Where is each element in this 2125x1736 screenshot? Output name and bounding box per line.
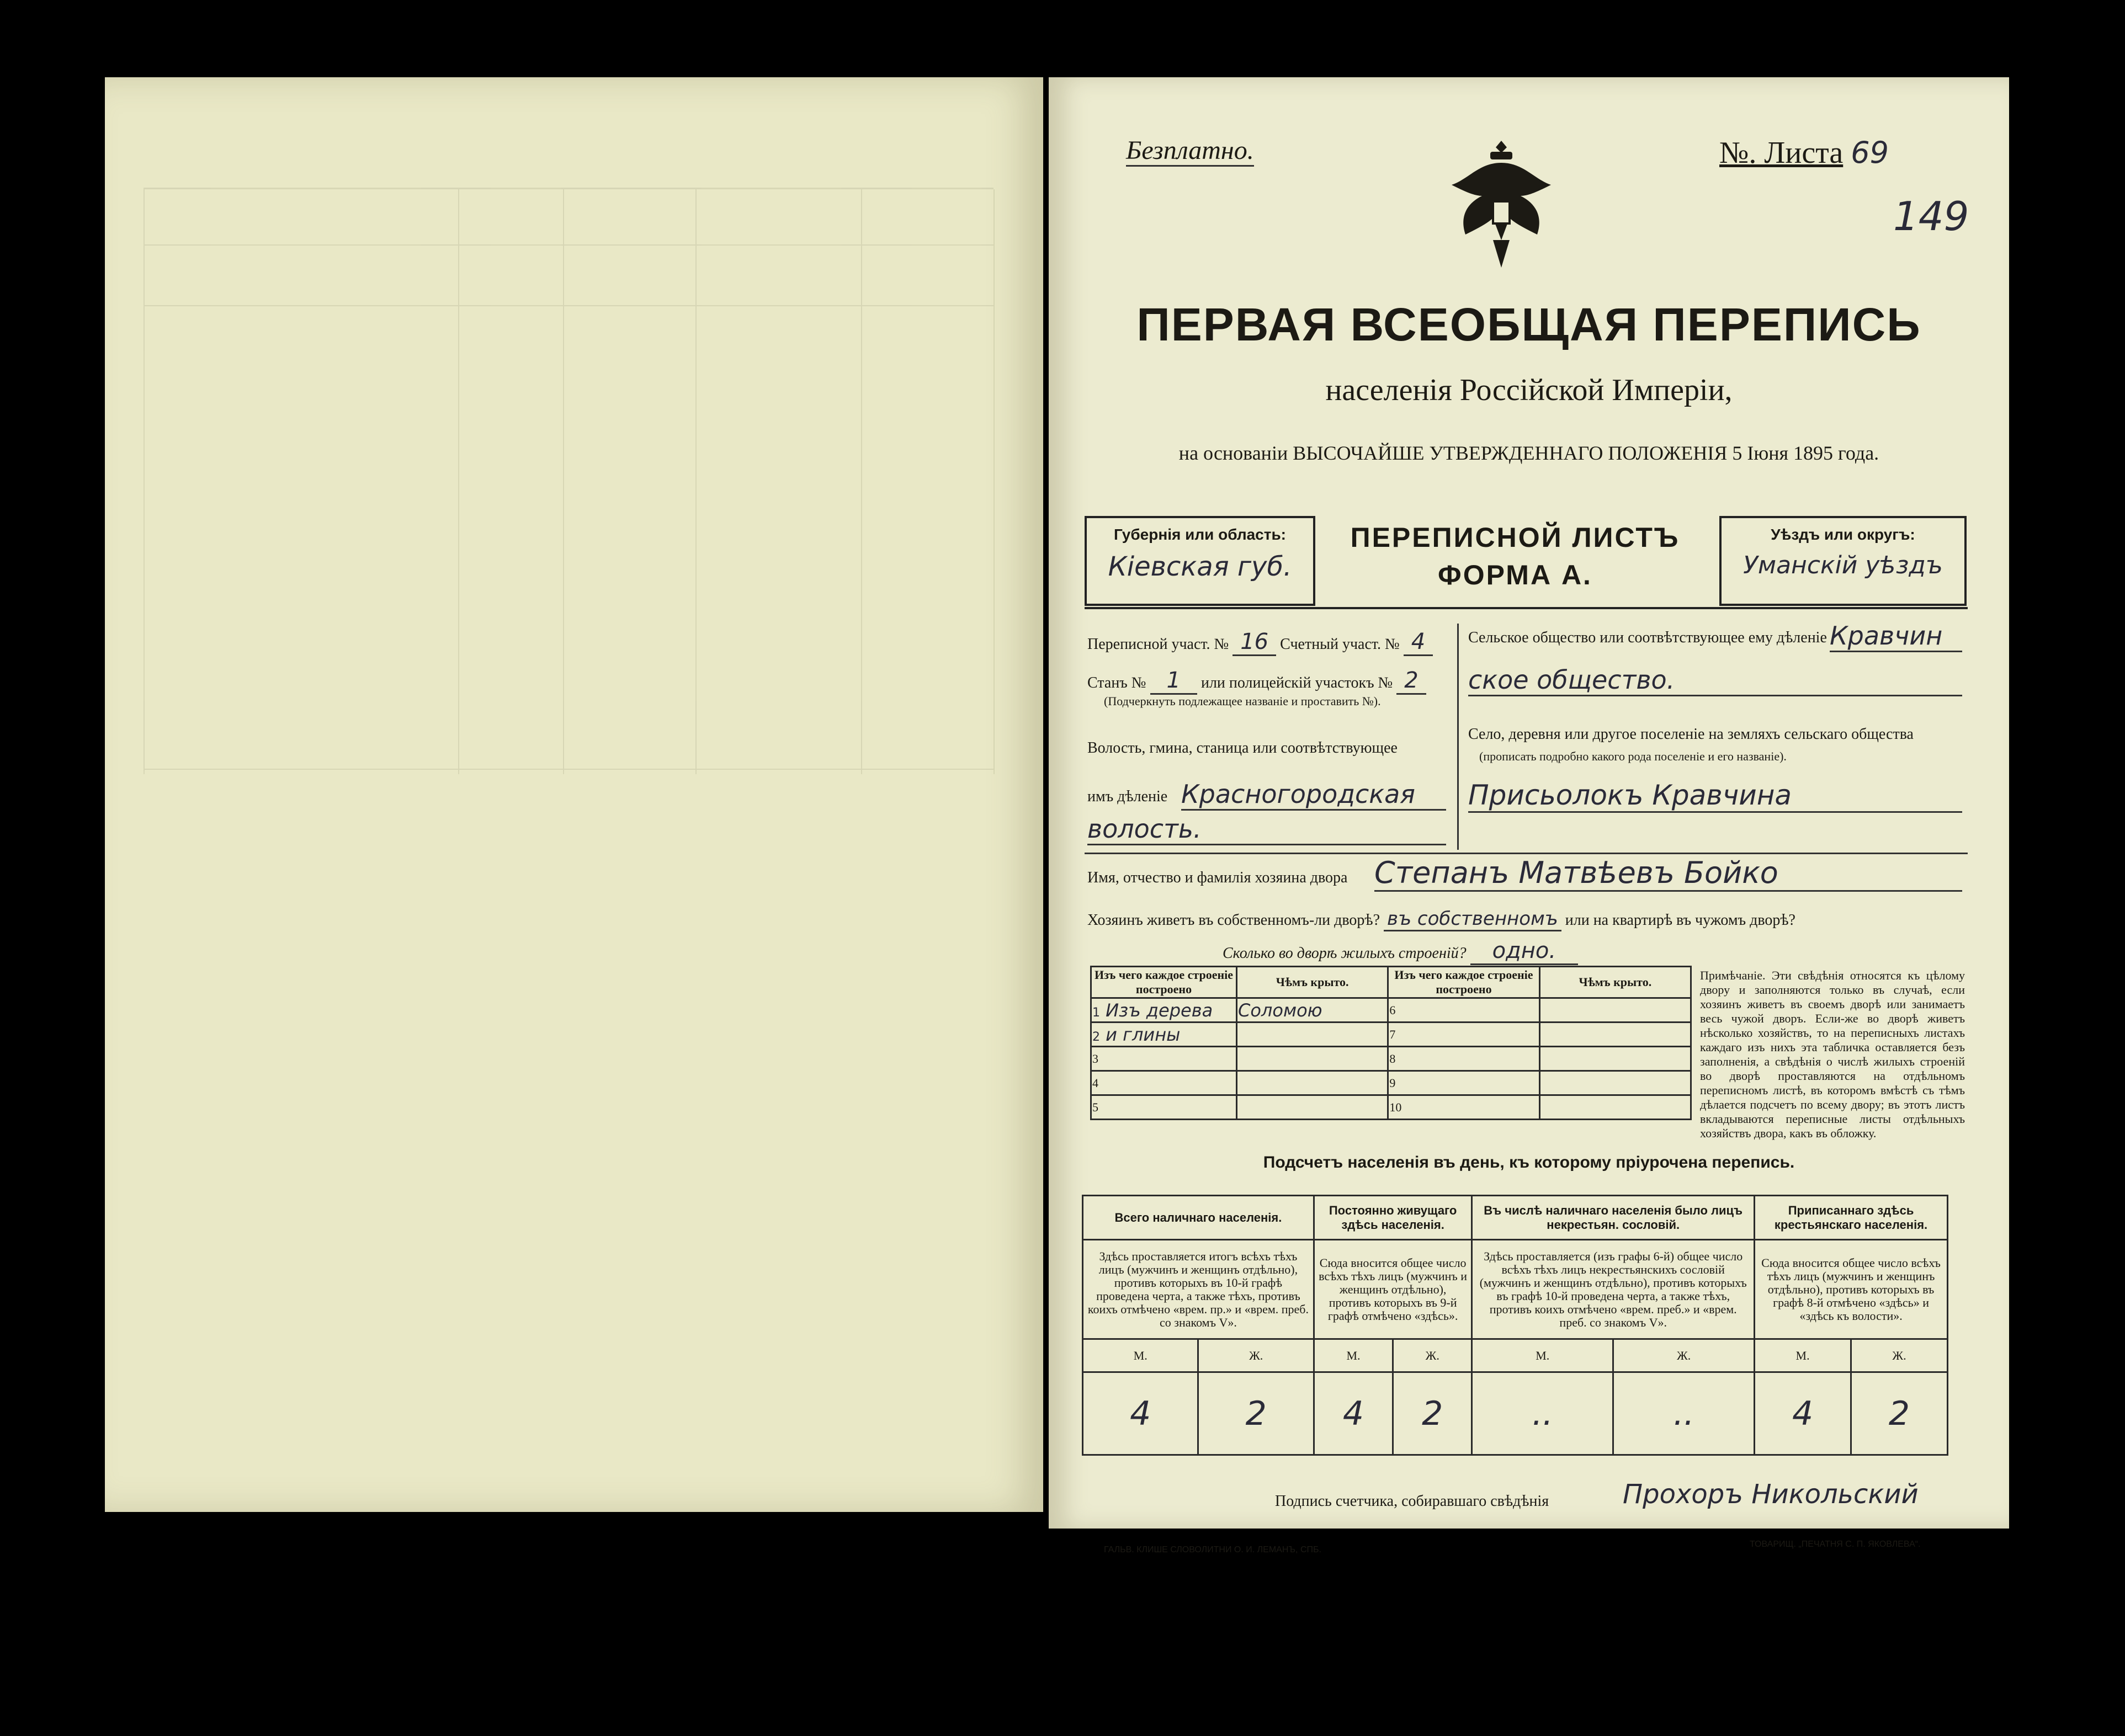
owner-value: Степанъ Матвѣевъ Бойко [1374,855,1962,892]
lives-line: Хозяинъ живетъ въ собственномъ-ли дворѣ? въ собственномъ или на квартирѣ въ чужомъ дворѣ? [1087,908,1965,930]
census-subtitle: населенія Россійской Имперіи, [1325,373,1733,407]
free-label: Безплатно. [1126,135,1254,166]
table-row: 4 9 [1091,1071,1691,1095]
buildings-line: Сколько во дворѣ жилыхъ строеній? одно. [1223,938,1578,963]
column-separator [1457,624,1459,850]
stan-line: Станъ № 1 или полицейскій участокъ № 2 [1087,668,1426,693]
table-row: 1 Изъ дерева Соломою 6 [1091,998,1691,1023]
society-value: Кравчин [1830,621,1962,652]
volost-value-2: волость. [1087,814,1446,845]
district-box: Уѣздъ или округъ: Уманскій уѣздъ [1719,516,1967,606]
buildings-note: Примѣчаніе. Эти свѣдѣнія относятся къ цѣлому двору и заполняются только въ случаѣ, если хозяинъ живетъ въ своемъ дворѣ или занимаетъ весь чужой дворъ. Если-же во дворѣ живетъ нѣсколько хозяйствъ, то на переписныхъ листахъ каждаго изъ нихъ эта табличка оставляется безъ заполненія, а свѣдѣнія о числѣ жилыхъ строеній во дворѣ проставляются на отдѣльномъ переписномъ листѣ, въ которомъ вмѣстѣ съ тѣмъ дѣлается подсчетъ по всему двору; въ этотъ листъ вкладываются переписные листы отдѣльныхъ хозяйствъ двора, какъ въ обложку. [1700,968,1965,1140]
society-value-2: ское общество. [1468,665,1962,696]
volost-label: Волость, гмина, станица или соотвѣтствующее [1087,739,1398,757]
society-label: Сельское общество или соотвѣтствующее ему дѣленіе [1468,629,1827,646]
owner-label: Имя, отчество и фамилія хозяина двора [1087,869,1348,886]
census-basis: на основаніи ВЫСОЧАЙШЕ УТВЕРЖДЕННАГО ПОЛОЖЕНІЯ 5 Іюня 1895 года. [1178,442,1879,464]
summary-values-row: 4 2 4 2 .. .. 4 2 [1083,1372,1948,1455]
village-label: Село, деревня или другое поселеніе на земляхъ сельскаго общества [1468,726,1914,743]
village-value: Присьолокъ Кравчина [1468,779,1962,813]
province-value: Кіевская губ. [1108,551,1292,582]
sheet-form-title: ПЕРЕПИСНОЙ ЛИСТЪ ФОРМА А. [1350,522,1680,590]
district-value: Уманскій уѣздъ [1743,551,1943,579]
census-title: ПЕРВАЯ ВСЕОБЩАЯ ПЕРЕПИСЬ [1136,299,1921,350]
signature-value: Прохоръ Никольский [1623,1479,1919,1510]
volost-label-2: имъ дѣленіе [1087,788,1168,805]
sheet-number: №. Листа 69 [1719,135,1889,170]
divider [1085,607,1968,609]
double-headed-eagle-emblem [1446,130,1556,279]
table-row: 3 8 [1091,1047,1691,1071]
footer-right: ТОВАРИЩ. „ПЕЧАТНЯ С. П. ЯКОВЛЕВА“. [1750,1540,1921,1549]
summary-title: Подсчетъ населенія въ день, къ которому пріурочена перепись. [1263,1153,1795,1171]
buildings-table: Изъ чего каждое строеніе построено Чѣмъ крыто. Изъ чего каждое строеніе построено Чѣмъ крыто. 1 Изъ дерева Соломою 6 2 и глины 7 3 8 4 9 5 10 [1090,966,1692,1120]
underline-note: (Подчеркнуть подлежащее названіе и проставить №). [1104,694,1381,708]
census-area-line: Переписной участ. № 16 Счетный участ. № 4 [1087,629,1433,654]
table-row: 5 10 [1091,1095,1691,1120]
divider-2 [1085,853,1968,854]
volost-value: Красногородская [1181,779,1446,811]
left-page-showthrough [144,188,994,774]
province-box: Губернія или область: Кіевская губ. [1085,516,1315,606]
signature-label: Подпись счетчика, собиравшаго свѣдѣнія [1275,1493,1549,1510]
village-note: (прописать подробно какого рода поселеніе и его названіе). [1479,749,1787,763]
footer-left: ГАЛЬВ. КЛИШЕ СЛОВОЛИТНИ О. И. ЛЕМАНЪ, СПБ. [1104,1545,1321,1554]
archive-number: 149 [1893,193,1969,239]
table-row: 2 и глины 7 [1091,1023,1691,1047]
summary-table: Всего наличнаго населенія. Постоянно живущаго здѣсь населенія. Въ числѣ наличнаго населенія было лицъ некрестьян. сословій. Приписаннаго здѣсь крестьянскаго населенія. Здѣсь проставляется итогъ всѣхъ тѣхъ лицъ (мужчинъ и женщинъ отдѣльно), противъ которыхъ въ 10-й графѣ проведена черта, а также тѣхъ, противъ коихъ отмѣчено «врем. пр.» и «врем. преб. со знакомъ V». Сюда вносится общее число всѣхъ тѣхъ лицъ (мужчинъ и женщинъ отдѣльно), противъ которыхъ въ 9-й графѣ отмѣчено «здѣсь». Здѣсь проставляется (изъ графы 6-й) общее число всѣхъ тѣхъ лицъ некрестьянскихъ сословій (мужчинъ и женщинъ отдѣльно), противъ которыхъ въ графѣ 10-й проведена черта, а также тѣхъ, противъ коихъ отмѣчено «врем. преб.» и «врем. преб. со знакомъ V». Сюда вносится общее число всѣхъ тѣхъ лицъ (мужчинъ и женщинъ отдѣльно), противъ которыхъ въ графѣ 8-й отмѣчено «здѣсь» и «здѣсь къ волости». М. Ж. М. Ж. М. Ж. М. Ж. 4 2 4 2 .. .. 4 2 [1082,1195,1948,1456]
